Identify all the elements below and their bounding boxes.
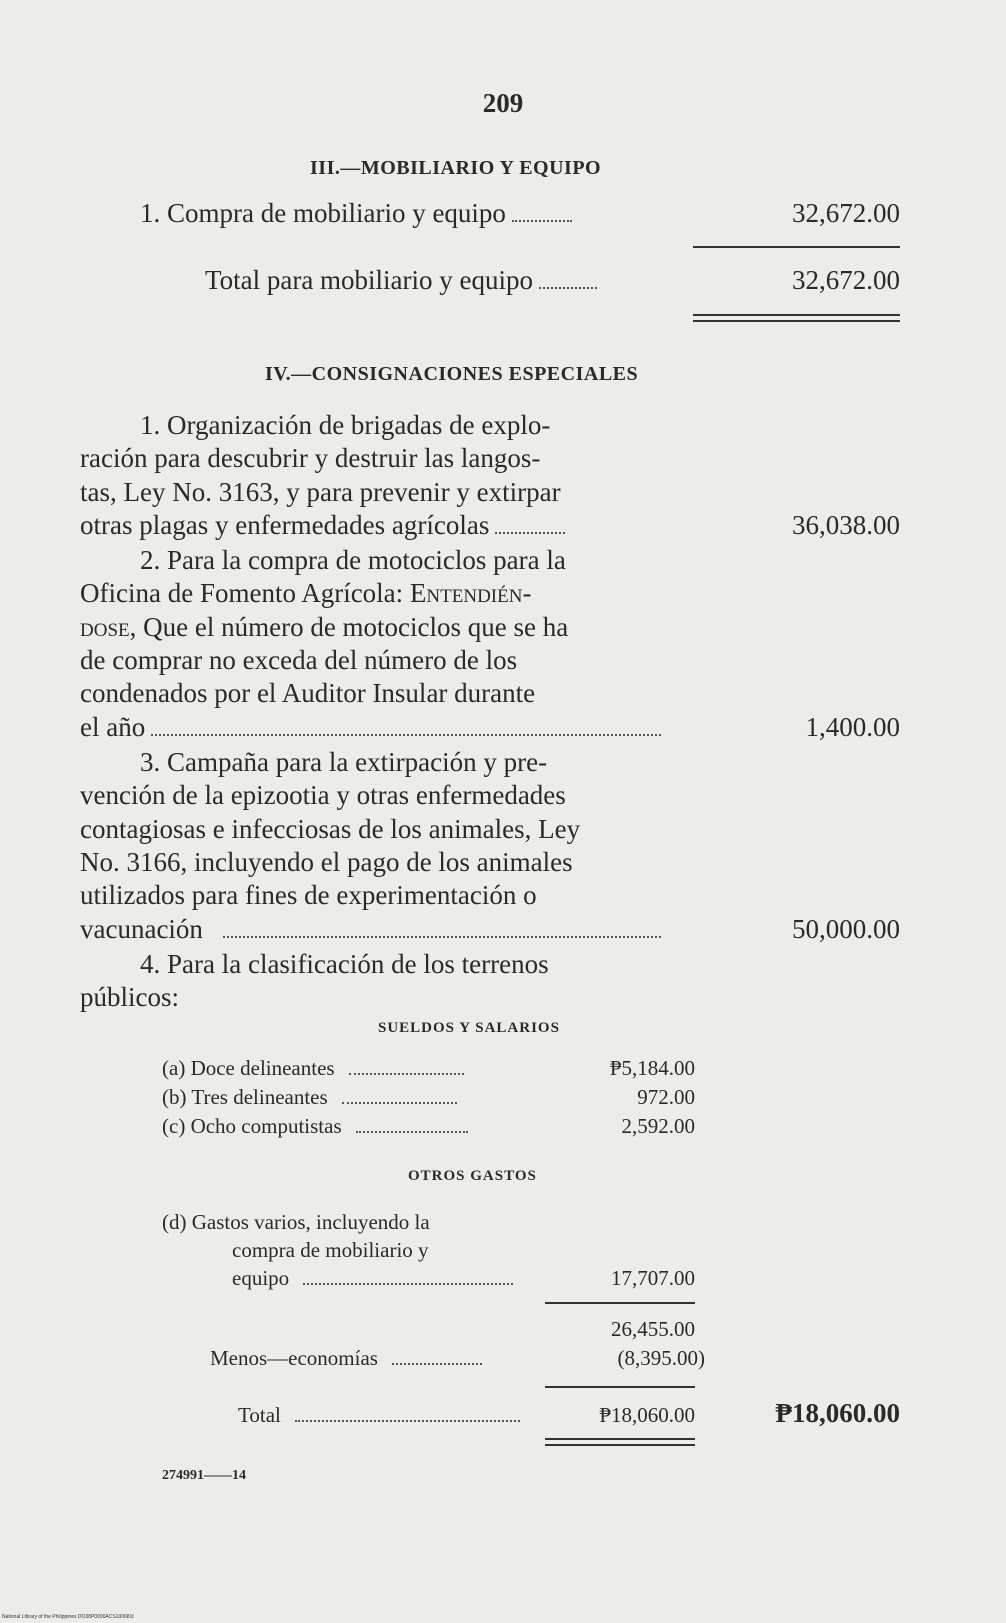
leader-dots xyxy=(342,1102,457,1104)
item2-line-2 xyxy=(80,578,531,609)
leader-dots xyxy=(356,1131,468,1133)
item2-text-6: el año xyxy=(80,712,146,742)
leader-dots xyxy=(392,1363,482,1365)
total-label: Total para mobiliario y equipo xyxy=(205,265,534,295)
item1-line-1: 1. Organización de brigadas de explo- xyxy=(140,410,551,440)
leader-dots xyxy=(151,734,661,736)
salary-amount-c: 2,592.00 xyxy=(621,1114,695,1138)
item1-last-text: otras plagas y enfermedades agrícolas xyxy=(80,510,490,540)
leader-dots xyxy=(295,1420,520,1422)
item2-text-2a: Oficina de Fomento Agrícola: xyxy=(80,578,410,608)
item1-amount: 36,038.00 xyxy=(792,510,900,540)
salary-amount-b: 972.00 xyxy=(637,1085,695,1109)
item3-last-text: vacunación xyxy=(80,914,203,944)
section-iv-heading: IV.—CONSIGNACIONES ESPECIALES xyxy=(265,363,639,385)
leader-dots xyxy=(495,532,565,534)
item4-total-row xyxy=(238,1403,520,1428)
other-line-2: compra de mobiliario y xyxy=(232,1238,429,1262)
leader-dots xyxy=(223,936,661,938)
less-amount: (8,395.00) xyxy=(617,1346,705,1370)
rule-line xyxy=(545,1386,695,1388)
salary-label: Tres delineantes xyxy=(191,1085,328,1109)
item2-text-3b: , Que el número de motociclos que se ha xyxy=(129,612,569,642)
page-number: 209 xyxy=(482,88,524,118)
item1-line-4 xyxy=(80,510,565,541)
salary-letter: (b) xyxy=(162,1085,187,1109)
other-letter: (d) xyxy=(162,1210,187,1234)
item3-line-2: vención de la epizootia y otras enfermedades xyxy=(80,780,566,810)
item2-line-5: condenados por el Auditor Insular durante xyxy=(80,678,536,708)
item2-line-4: de comprar no exceda del número de los xyxy=(80,645,518,675)
item3-line-4: No. 3166, incluyendo el pago de los animales xyxy=(80,847,573,877)
other-amount: 17,707.00 xyxy=(611,1266,695,1290)
other-expenses-heading: OTROS GASTOS xyxy=(408,1168,537,1184)
total-amount: 32,672.00 xyxy=(792,265,900,295)
item2-line-3 xyxy=(80,612,568,643)
item2-text-3a: dose xyxy=(80,612,130,642)
salary-letter: (a) xyxy=(162,1056,186,1080)
leader-dots xyxy=(303,1283,513,1285)
salary-letter: (c) xyxy=(162,1114,186,1138)
item1-line-3: tas, Ley No. 3163, y para prevenir y extirpar xyxy=(80,477,561,507)
other-line-1: Gastos varios, incluyendo la xyxy=(191,1210,430,1234)
item4-grand-amount: ₱18,060.00 xyxy=(775,1398,900,1428)
leader-dots xyxy=(512,220,572,222)
salary-row-a xyxy=(162,1056,464,1081)
section-iii-heading: III.—MOBILIARIO Y EQUIPO xyxy=(310,157,602,179)
less-label: Menos—economías xyxy=(210,1346,378,1370)
item2-line-6 xyxy=(80,712,661,743)
item4-line-2: públicos: xyxy=(80,982,179,1012)
item1-line-2: ración para descubrir y destruir las langos- xyxy=(80,443,541,473)
library-footer: National Library of the Philippines DO38P0000ACS100681t xyxy=(2,1614,134,1620)
other-line-3-text: equipo xyxy=(232,1266,290,1290)
subtotal-amount: 26,455.00 xyxy=(611,1317,695,1341)
salary-row-b xyxy=(162,1085,457,1110)
salary-row-c xyxy=(162,1114,468,1139)
double-rule xyxy=(545,1438,695,1446)
item3-amount: 50,000.00 xyxy=(792,914,900,944)
item2-amount: 1,400.00 xyxy=(805,712,900,742)
item-amount: 32,672.00 xyxy=(792,198,900,228)
printer-code: 274991——14 xyxy=(162,1468,246,1483)
item3-line-1: 3. Campaña para la extirpación y pre- xyxy=(140,747,548,777)
item3-line-6 xyxy=(80,914,661,945)
item3-line-3: contagiosas e infecciosas de los animales, Ley xyxy=(80,814,581,844)
item3-line-5: utilizados para fines de experimentación o xyxy=(80,880,537,910)
item4-line-1: 4. Para la clasificación de los terrenos xyxy=(140,949,549,979)
leader-dots xyxy=(539,287,597,289)
rule-line xyxy=(693,246,900,248)
salaries-heading: SUELDOS Y SALARIOS xyxy=(378,1020,560,1036)
other-row-d xyxy=(162,1210,430,1235)
less-economies-row xyxy=(210,1346,482,1371)
item4-total-amount: ₱18,060.00 xyxy=(599,1403,695,1427)
other-line-3 xyxy=(232,1266,513,1291)
item-label: 1. Compra de mobiliario y equipo xyxy=(140,198,506,228)
item2-line-1: 2. Para la compra de motociclos para la xyxy=(140,545,566,575)
total-mobiliario xyxy=(205,265,597,296)
salary-label: Doce delineantes xyxy=(190,1056,335,1080)
salary-label: Ocho computistas xyxy=(190,1114,342,1138)
rule-line xyxy=(545,1302,695,1304)
item-compra-mobiliario xyxy=(140,198,572,229)
leader-dots xyxy=(349,1073,464,1075)
item2-text-2b: Entendién- xyxy=(409,578,532,608)
salary-amount-a: ₱5,184.00 xyxy=(609,1056,695,1080)
double-rule xyxy=(693,314,900,322)
item4-total-label: Total xyxy=(238,1403,281,1427)
